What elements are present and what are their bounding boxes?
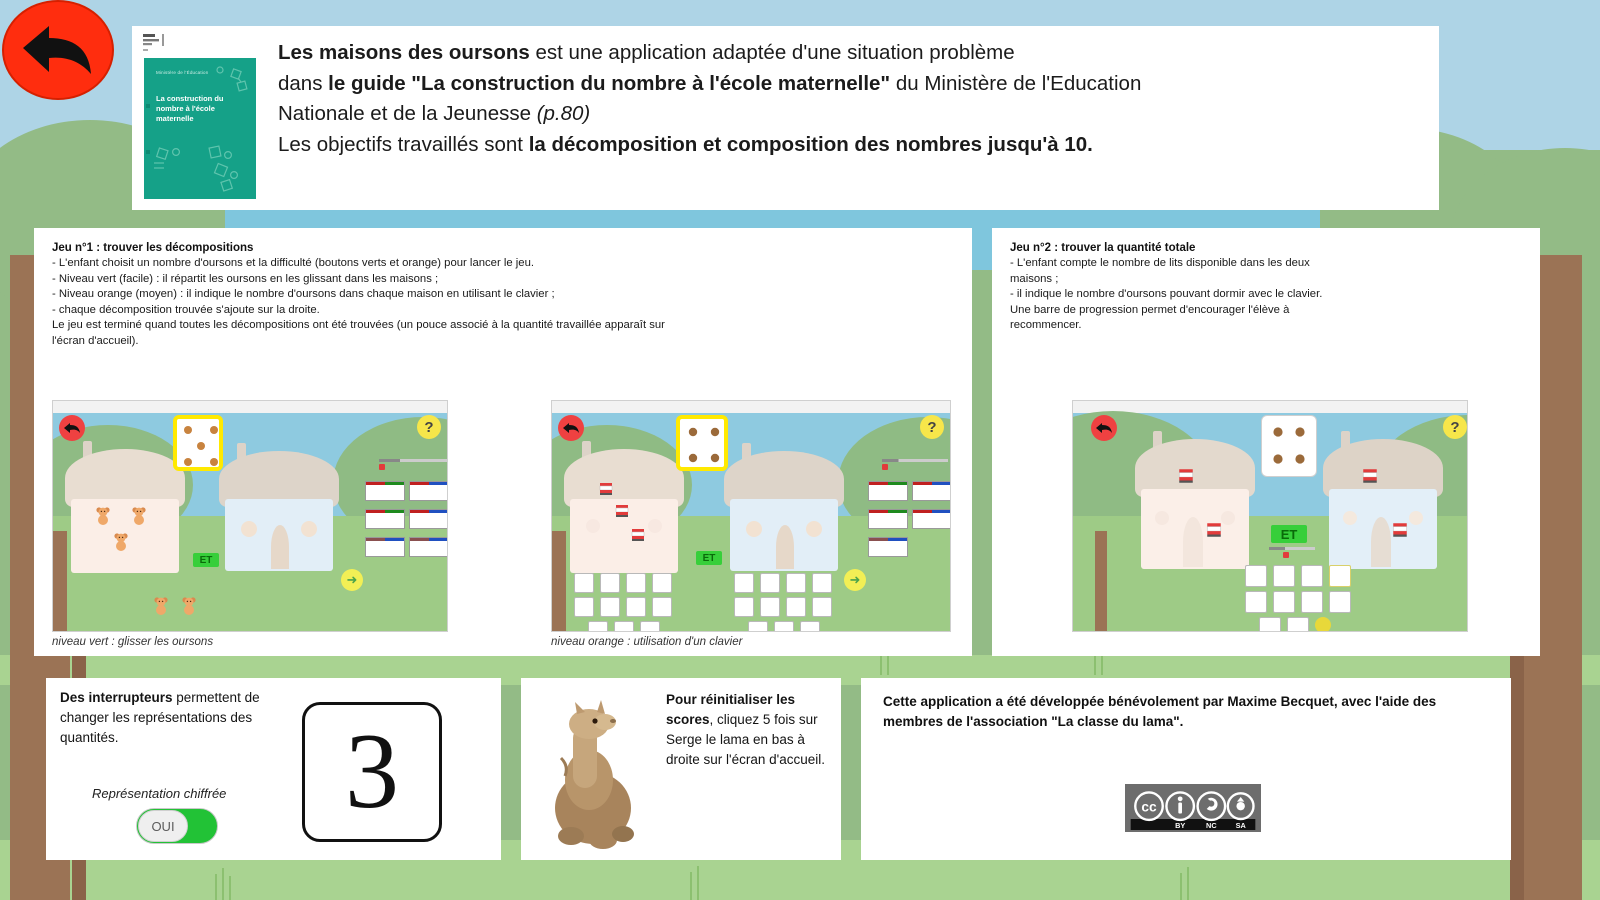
mini-topbar bbox=[53, 401, 447, 413]
intro-line-2-pre: dans bbox=[278, 71, 329, 95]
llama-photo bbox=[531, 688, 661, 853]
mini-decomposition-slot bbox=[409, 509, 448, 529]
svg-text:BY: BY bbox=[1175, 821, 1186, 830]
page-reference: (p.80) bbox=[536, 102, 591, 125]
mini-door bbox=[1183, 517, 1203, 567]
book-tick bbox=[146, 104, 150, 108]
mini-keypad-key[interactable] bbox=[1273, 591, 1295, 613]
mini-progress-marker bbox=[1283, 552, 1289, 558]
game-1-line: - L'enfant choisit un nombre d'oursons et la difficulté (boutons verts et orange) pour lancer le jeu. bbox=[52, 257, 534, 269]
game-1-line: - chaque décomposition trouvée s'ajoute sur la droite. bbox=[52, 303, 320, 316]
mini-bed bbox=[630, 527, 646, 543]
bed-icon bbox=[1391, 521, 1409, 539]
cc-license-icon bbox=[1127, 786, 1259, 830]
mini-keypad-key[interactable] bbox=[652, 573, 672, 593]
representation-toggle[interactable] bbox=[136, 808, 218, 844]
mini-door bbox=[1371, 517, 1391, 567]
mini-house-right bbox=[219, 451, 339, 571]
mini-bear[interactable] bbox=[95, 507, 111, 525]
mini-decomposition-slot bbox=[365, 509, 405, 529]
mini-help-button[interactable]: ? bbox=[1443, 415, 1467, 439]
mini-keypad-key[interactable] bbox=[614, 621, 634, 632]
game-1-panel bbox=[34, 228, 972, 656]
mini-keypad-key[interactable] bbox=[626, 597, 646, 617]
grass-blade bbox=[690, 872, 692, 900]
book-decoration-icon bbox=[212, 64, 252, 104]
mini-progress bbox=[882, 459, 948, 470]
mini-help-button[interactable]: ? bbox=[920, 415, 944, 439]
credits-text: Cette application a été développée bénévolement par Maxime Becquet, avec l'aide des membres de l'association "La classe du lama". bbox=[883, 694, 1437, 729]
mini-door bbox=[271, 525, 289, 569]
guide-title: le guide "La construction du nombre à l'école maternelle" bbox=[328, 71, 891, 95]
mini-keypad-key[interactable] bbox=[652, 597, 672, 617]
back-arrow-icon bbox=[1095, 422, 1113, 434]
mini-keypad-key[interactable] bbox=[1245, 591, 1267, 613]
mini-bear-outside[interactable] bbox=[153, 597, 169, 615]
intro-line-1 bbox=[278, 38, 1425, 69]
ministry-logo-icon bbox=[142, 32, 182, 56]
four-bears-icon bbox=[683, 422, 725, 470]
reset-scores-rest: , cliquez 5 fois sur Serge le lama en bas à droite sur l'écran d'accueil. bbox=[666, 712, 825, 767]
mini-window bbox=[1155, 511, 1169, 525]
app-title: Les maisons des oursons bbox=[278, 41, 530, 64]
mini-keypad-key[interactable] bbox=[748, 621, 768, 632]
mini-progress-bar bbox=[882, 459, 948, 462]
game-2-line: recommencer. bbox=[1010, 319, 1082, 332]
grass-blade bbox=[229, 876, 231, 900]
mini-keypad-key[interactable] bbox=[1287, 617, 1309, 632]
mini-keypad-key[interactable] bbox=[574, 597, 594, 617]
reset-scores-description bbox=[666, 690, 831, 770]
mini-decomposition-slot bbox=[868, 481, 908, 501]
reset-scores-bold: Pour réinitialiser les scores bbox=[666, 692, 796, 727]
game-1-line: l'écran d'accueil). bbox=[52, 334, 139, 347]
mini-keypad-key[interactable] bbox=[812, 573, 832, 593]
grass-blade bbox=[1180, 873, 1182, 900]
grass-blade bbox=[222, 868, 224, 900]
objectives-text: la décomposition et composition des nombres jusqu'à 10. bbox=[528, 132, 1093, 156]
book-title: La construction du nombre à l'école maternelle bbox=[156, 94, 224, 123]
mini-window bbox=[1409, 511, 1423, 525]
game-1-title: Jeu n°1 : trouver les décompositions bbox=[52, 242, 254, 254]
bed-icon bbox=[630, 527, 646, 543]
bed-icon bbox=[1205, 521, 1223, 539]
mini-decomposition-slot bbox=[868, 509, 908, 529]
game-1-line: - Niveau vert (facile) : il répartit les oursons en les glissant dans les maisons ; bbox=[52, 272, 439, 285]
mini-keypad-key[interactable] bbox=[1301, 591, 1323, 613]
mini-keypad-key[interactable] bbox=[588, 621, 608, 632]
mini-bear[interactable] bbox=[113, 533, 129, 551]
back-arrow-icon bbox=[19, 22, 97, 78]
toggle-knob: OUI bbox=[138, 810, 188, 842]
book-eyebrow: Ministère de l'Éducation bbox=[156, 70, 209, 75]
mini-keypad-key[interactable] bbox=[1301, 565, 1323, 587]
mini-decomposition-slot bbox=[365, 481, 405, 501]
mini-keypad-key[interactable] bbox=[734, 573, 754, 593]
mini-back-button[interactable] bbox=[1091, 415, 1117, 441]
mini-bed bbox=[1361, 467, 1379, 485]
back-arrow-icon bbox=[63, 422, 81, 434]
intro-line-3-pre: Nationale et de la Jeunesse bbox=[278, 102, 537, 125]
back-button[interactable] bbox=[2, 0, 114, 100]
game-1-description bbox=[34, 228, 972, 350]
game-2-title: Jeu n°2 : trouver la quantité totale bbox=[1010, 242, 1196, 254]
mini-keypad-key[interactable] bbox=[760, 573, 780, 593]
mini-bed bbox=[1177, 467, 1195, 485]
mini-keypad-key[interactable] bbox=[1259, 617, 1281, 632]
creative-commons-badge bbox=[1125, 784, 1261, 832]
mini-topbar bbox=[552, 401, 950, 413]
game-1-caption-orange: niveau orange : utilisation d'un clavier bbox=[551, 636, 743, 648]
mini-target-quantity bbox=[173, 415, 223, 471]
mini-bed bbox=[614, 503, 630, 519]
mini-bear-outside[interactable] bbox=[181, 597, 197, 615]
mini-bear[interactable] bbox=[131, 507, 147, 525]
svg-text:NC: NC bbox=[1206, 821, 1217, 830]
svg-text:cc: cc bbox=[1141, 799, 1157, 815]
mini-bed bbox=[1205, 521, 1223, 539]
intro-line-3 bbox=[278, 99, 1425, 130]
mini-keypad-key[interactable] bbox=[800, 621, 820, 632]
grass-blade bbox=[880, 655, 882, 675]
switch-label: Représentation chiffrée bbox=[92, 786, 227, 801]
bear-icon bbox=[131, 507, 147, 525]
mini-door bbox=[776, 525, 794, 569]
mini-keypad-key[interactable] bbox=[600, 573, 620, 593]
mini-progress bbox=[379, 459, 448, 470]
intro-header-card bbox=[132, 26, 1439, 210]
game-2-line: maisons ; bbox=[1010, 272, 1059, 285]
intro-line-2-rest: du Ministère de l'Education bbox=[890, 71, 1142, 95]
svg-text:SA: SA bbox=[1235, 821, 1246, 830]
mini-bed bbox=[598, 481, 614, 497]
mini-keypad-key[interactable] bbox=[812, 597, 832, 617]
mini-back-button[interactable] bbox=[558, 415, 584, 441]
mini-decomposition-slot bbox=[409, 537, 448, 557]
game-1-screenshot-green[interactable] bbox=[52, 400, 448, 648]
mini-house-left bbox=[1135, 439, 1255, 569]
reset-scores-card bbox=[521, 678, 841, 860]
mini-help-button[interactable]: ? bbox=[417, 415, 441, 439]
mini-keypad-key[interactable] bbox=[1245, 565, 1267, 587]
mini-window bbox=[1343, 511, 1357, 525]
mini-window bbox=[301, 521, 317, 537]
digit-preview-card: 3 bbox=[302, 702, 442, 842]
intro-line-4-pre: Les objectifs travaillés sont bbox=[278, 132, 529, 156]
mini-progress bbox=[1269, 547, 1315, 558]
mini-tree-trunk bbox=[1095, 531, 1107, 632]
mini-et-label: ET bbox=[696, 551, 722, 565]
back-arrow-icon bbox=[562, 422, 580, 434]
mini-validate-button[interactable] bbox=[1315, 617, 1331, 632]
mini-progress-bar bbox=[379, 459, 448, 462]
mini-progress-marker bbox=[379, 464, 385, 470]
mini-keypad-key[interactable] bbox=[626, 573, 646, 593]
mini-window bbox=[806, 521, 822, 537]
game-1-caption-green: niveau vert : glisser les oursons bbox=[52, 636, 214, 648]
switch-description bbox=[60, 688, 310, 748]
mini-house-right bbox=[1323, 439, 1443, 569]
mini-screen-green[interactable] bbox=[52, 400, 448, 632]
mini-keypad-key[interactable] bbox=[734, 597, 754, 617]
mini-et-label: ET bbox=[1271, 525, 1307, 543]
game-1-line: Le jeu est terminé quand toutes les décompositions ont été trouvées (un pouce associé à la quantité travaillée apparaît sur bbox=[52, 319, 665, 332]
mini-keypad-key[interactable] bbox=[760, 597, 780, 617]
mini-keypad-key[interactable] bbox=[1329, 565, 1351, 587]
bed-icon bbox=[1361, 467, 1379, 485]
mini-next-arrow[interactable]: ➜ bbox=[844, 569, 866, 591]
mini-window bbox=[586, 519, 600, 533]
mini-window bbox=[241, 521, 257, 537]
mini-keypad-key[interactable] bbox=[600, 597, 620, 617]
book-cover-thumbnail bbox=[138, 28, 260, 203]
mini-decomposition-slot bbox=[409, 481, 448, 501]
mini-progress-bar bbox=[1269, 547, 1315, 550]
bear-icon bbox=[181, 597, 197, 615]
mini-target-quantity bbox=[676, 415, 728, 471]
game-2-description bbox=[992, 228, 1540, 334]
mini-keypad-key[interactable] bbox=[786, 573, 806, 593]
mini-next-arrow[interactable]: ➜ bbox=[341, 569, 363, 591]
mini-decomposition-slot bbox=[868, 537, 908, 557]
bear-icon bbox=[95, 507, 111, 525]
mini-keypad-key[interactable] bbox=[574, 573, 594, 593]
mini-bed bbox=[1391, 521, 1409, 539]
bed-icon bbox=[598, 481, 614, 497]
mini-window bbox=[746, 521, 762, 537]
intro-line-2 bbox=[278, 69, 1425, 100]
switch-description-bold: Des interrupteurs bbox=[60, 690, 173, 705]
bed-icon bbox=[1177, 467, 1195, 485]
mini-window bbox=[1221, 511, 1235, 525]
mini-house-right bbox=[724, 451, 844, 571]
game-2-line: - L'enfant compte le nombre de lits disponible dans les deux bbox=[1010, 257, 1310, 269]
credits-card bbox=[861, 678, 1511, 860]
game-2-panel bbox=[992, 228, 1540, 656]
bear-icon bbox=[113, 533, 129, 551]
switch-description-rest: permettent de changer les représentations des quantités. bbox=[60, 690, 260, 745]
intro-line-4 bbox=[278, 130, 1425, 161]
mini-keypad-key[interactable] bbox=[774, 621, 794, 632]
grass-blade bbox=[1094, 655, 1096, 675]
mini-keypad-key[interactable] bbox=[786, 597, 806, 617]
mini-screen-orange[interactable] bbox=[551, 400, 951, 632]
mini-screen-jeu2[interactable] bbox=[1072, 400, 1468, 632]
mini-keypad-key[interactable] bbox=[1329, 591, 1351, 613]
bed-icon bbox=[614, 503, 630, 519]
mini-window bbox=[648, 519, 662, 533]
mini-target-quantity bbox=[1261, 415, 1317, 477]
book-decoration-icon bbox=[150, 143, 250, 195]
mini-et-label: ET bbox=[193, 553, 219, 567]
intro-text bbox=[260, 26, 1439, 210]
grass-blade bbox=[1187, 867, 1189, 900]
mini-house-left bbox=[65, 449, 185, 571]
game-2-screenshot[interactable] bbox=[1072, 400, 1468, 632]
mini-topbar bbox=[1073, 401, 1467, 413]
mini-decomposition-slot bbox=[912, 481, 951, 501]
five-bears-icon bbox=[180, 422, 222, 470]
mini-decomposition-slot bbox=[912, 509, 951, 529]
grass-blade bbox=[697, 866, 699, 900]
intro-line-1-rest: est une application adaptée d'une situation problème bbox=[529, 41, 1015, 64]
bear-icon bbox=[153, 597, 169, 615]
book-cover-body bbox=[144, 58, 256, 199]
game-2-line: Une barre de progression permet d'encourager l'élève à bbox=[1010, 303, 1290, 316]
mini-keypad-key[interactable] bbox=[1273, 565, 1295, 587]
mini-back-button[interactable] bbox=[59, 415, 85, 441]
game-1-line: - Niveau orange (moyen) : il indique le nombre d'oursons dans chaque maison en utilisant le clavier ; bbox=[52, 288, 555, 301]
game-2-line: - il indique le nombre d'oursons pouvant dormir avec le clavier. bbox=[1010, 288, 1323, 301]
game-1-screenshot-orange[interactable] bbox=[551, 400, 951, 648]
mini-progress-marker bbox=[882, 464, 888, 470]
representation-switch-card bbox=[46, 678, 501, 860]
grass-blade bbox=[215, 874, 217, 900]
mini-keypad-key[interactable] bbox=[640, 621, 660, 632]
mini-decomposition-slot bbox=[365, 537, 405, 557]
four-bears-icon bbox=[1267, 421, 1311, 471]
